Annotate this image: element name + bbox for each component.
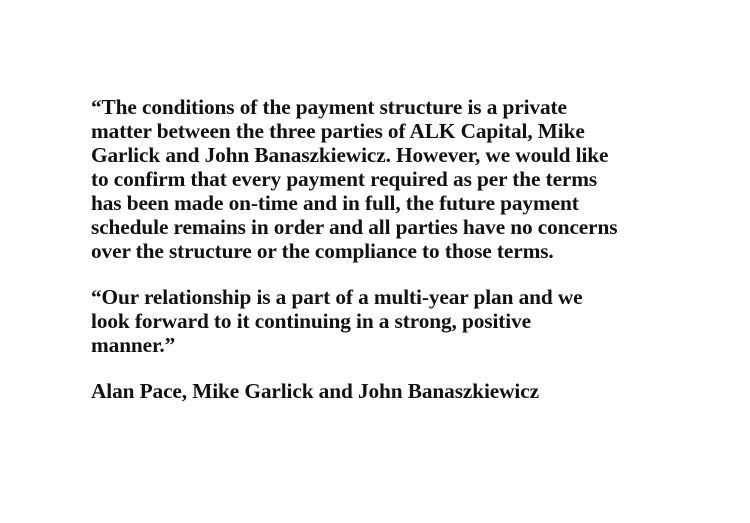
statement-paragraph-2: “Our relationship is a part of a multi-year plan and we look forward to it continuing in a strong, positive manner.” (91, 285, 583, 357)
statement-paragraph-1: “The conditions of the payment structure is a private matter between the three parties of ALK Capital, Mike Garlick and John Banaszkiewicz. However, we would like to confirm that every payment required as per the terms has been made on-time and in full, the future payment schedule remains in order and all parties have no concerns over the structure or the compliance to those terms. (91, 95, 618, 263)
statement-body (91, 95, 691, 403)
statement-signature: Alan Pace, Mike Garlick and John Banaszkiewicz (91, 379, 539, 403)
